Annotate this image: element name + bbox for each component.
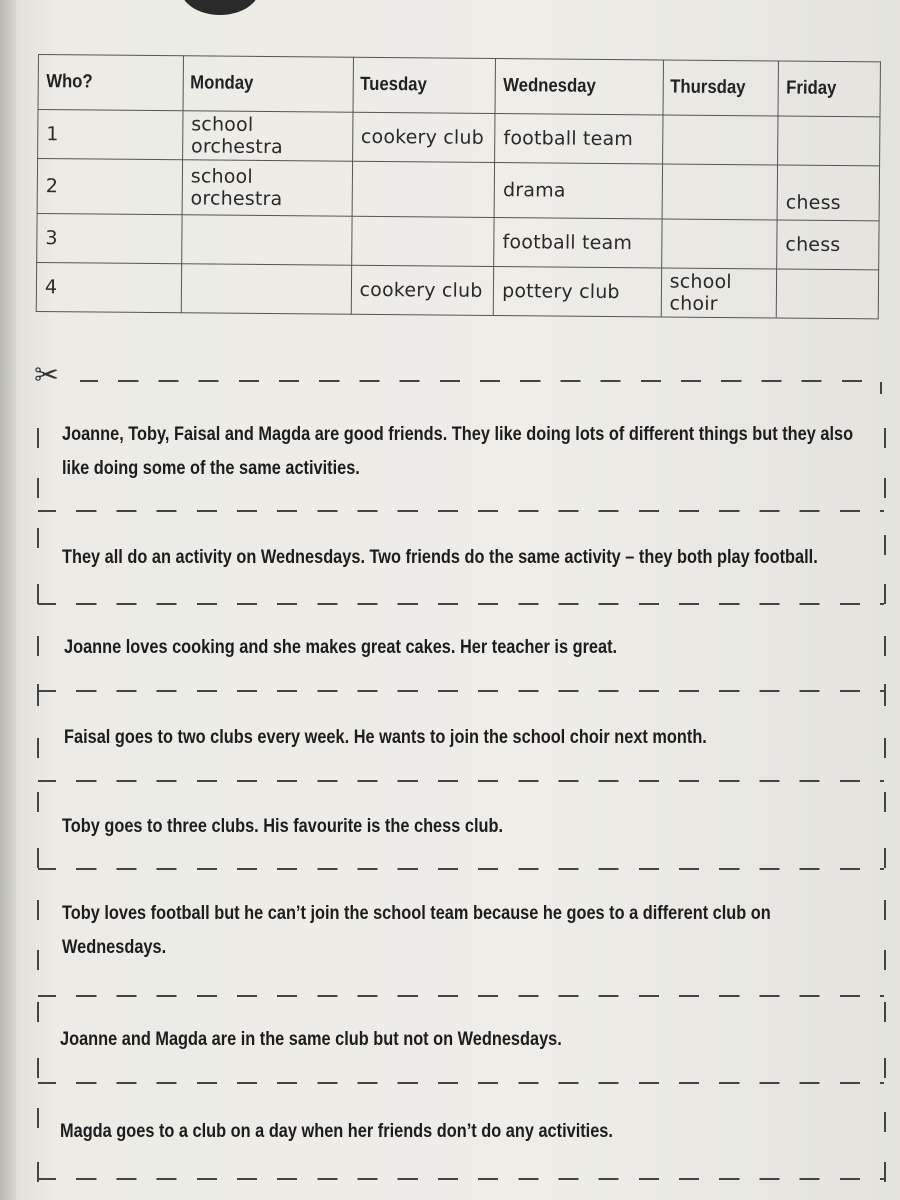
cut-line <box>38 1082 884 1084</box>
cell-who[interactable]: 2 <box>37 159 182 215</box>
activity-schedule-table <box>36 54 881 319</box>
cut-line-edge <box>884 636 886 656</box>
cut-line-edge <box>884 1058 886 1078</box>
cell-tuesday[interactable] <box>351 216 494 266</box>
cut-line <box>38 690 884 692</box>
cut-line-edge <box>37 528 39 548</box>
cut-line-edge <box>884 428 886 448</box>
cut-line-edge <box>884 1002 886 1022</box>
cut-line-edge <box>37 1108 39 1128</box>
cut-line <box>38 1178 884 1180</box>
cell-who[interactable]: 1 <box>38 110 183 160</box>
cut-line-edge <box>884 950 886 970</box>
cell-friday[interactable]: chess <box>777 220 879 270</box>
cell-wednesday[interactable]: football team <box>494 217 662 267</box>
cut-line-edge <box>37 478 39 498</box>
cell-friday[interactable]: chess <box>777 165 879 221</box>
scissors-icon: ✂ <box>34 358 60 393</box>
cell-wednesday[interactable]: pottery club <box>493 266 661 316</box>
header-tuesday: Tuesday <box>353 57 479 113</box>
clue-strip-3[interactable]: Joanne loves cooking and she makes great cakes. Her teacher is great. <box>64 637 618 658</box>
cut-line-edge <box>37 636 39 656</box>
page-left-edge <box>0 0 16 1200</box>
cell-wednesday[interactable]: drama <box>494 162 662 218</box>
table-row <box>37 213 879 269</box>
cut-line-edge <box>884 478 886 498</box>
cut-line-edge <box>37 684 39 706</box>
header-who: Who? <box>38 55 166 111</box>
cell-thursday[interactable] <box>661 219 777 269</box>
cell-friday[interactable] <box>778 116 880 166</box>
cell-monday[interactable]: school orchestra <box>182 160 352 216</box>
cut-line-edge <box>884 900 886 920</box>
cell-thursday[interactable]: school choir <box>661 268 777 318</box>
cell-who[interactable]: 4 <box>36 262 181 312</box>
cut-line-edge <box>37 900 39 920</box>
clue-strip-5[interactable]: Toby goes to three clubs. His favourite is the chess club. <box>62 816 503 837</box>
table-header-row <box>38 55 880 117</box>
clue-strip-6[interactable]: Toby loves football but he can’t join the school team because he goes to a different club on Wednesdays. <box>62 903 771 958</box>
cut-line-edge <box>37 1058 39 1078</box>
table-row <box>36 262 878 318</box>
cut-line-edge <box>37 792 39 812</box>
cell-tuesday[interactable] <box>352 161 495 217</box>
cut-line-edge <box>37 848 39 868</box>
cut-line-edge <box>37 1002 39 1022</box>
header-monday: Monday <box>183 56 333 112</box>
header-wednesday: Wednesday <box>495 58 643 114</box>
clue-strip-8[interactable]: Magda goes to a club on a day when her friends don’t do any activities. <box>60 1121 613 1142</box>
cut-line-edge <box>884 848 886 868</box>
cut-line <box>38 510 884 512</box>
cell-monday[interactable] <box>182 215 352 265</box>
cut-line-edge <box>884 535 886 555</box>
cut-line-edge <box>884 684 886 706</box>
cut-line <box>38 603 884 605</box>
cut-line-edge <box>884 584 886 604</box>
cell-monday[interactable]: school orchestra <box>182 111 352 161</box>
cell-monday[interactable] <box>181 264 351 314</box>
table-row <box>37 159 879 221</box>
cut-line-edge <box>884 738 886 758</box>
cell-tuesday[interactable]: cookery club <box>351 265 494 315</box>
cut-line-edge <box>37 950 39 970</box>
cell-tuesday[interactable]: cookery club <box>352 112 495 162</box>
cut-line <box>80 380 880 382</box>
cut-line-edge <box>884 1162 886 1182</box>
cut-line-edge <box>37 738 39 758</box>
cut-line <box>38 780 884 782</box>
clue-strip-7[interactable]: Joanne and Magda are in the same club but not on Wednesdays. <box>60 1029 562 1050</box>
cut-line-edge <box>884 792 886 812</box>
clue-strip-1[interactable]: Joanne, Toby, Faisal and Magda are good friends. They like doing lots of different things but they also like doing some of the same activities. <box>62 424 854 479</box>
cell-thursday[interactable] <box>662 115 778 165</box>
header-friday: Friday <box>778 61 868 117</box>
clue-strip-4[interactable]: Faisal goes to two clubs every week. He wants to join the school choir next month. <box>64 727 707 748</box>
cut-line-edge <box>884 1112 886 1132</box>
cell-thursday[interactable] <box>662 164 778 220</box>
cut-line <box>38 995 884 997</box>
cut-line-edge <box>880 382 882 394</box>
cut-line <box>38 868 884 870</box>
header-thursday: Thursday <box>663 60 765 116</box>
clue-strip-2[interactable]: They all do an activity on Wednesdays. Two friends do the same activity – they both play football. <box>62 547 818 568</box>
cell-wednesday[interactable]: football team <box>495 113 663 163</box>
table-row <box>38 110 880 166</box>
cell-who[interactable]: 3 <box>37 213 182 263</box>
cut-line-edge <box>37 584 39 604</box>
cut-line-edge <box>37 428 39 448</box>
cell-friday[interactable] <box>776 269 878 319</box>
